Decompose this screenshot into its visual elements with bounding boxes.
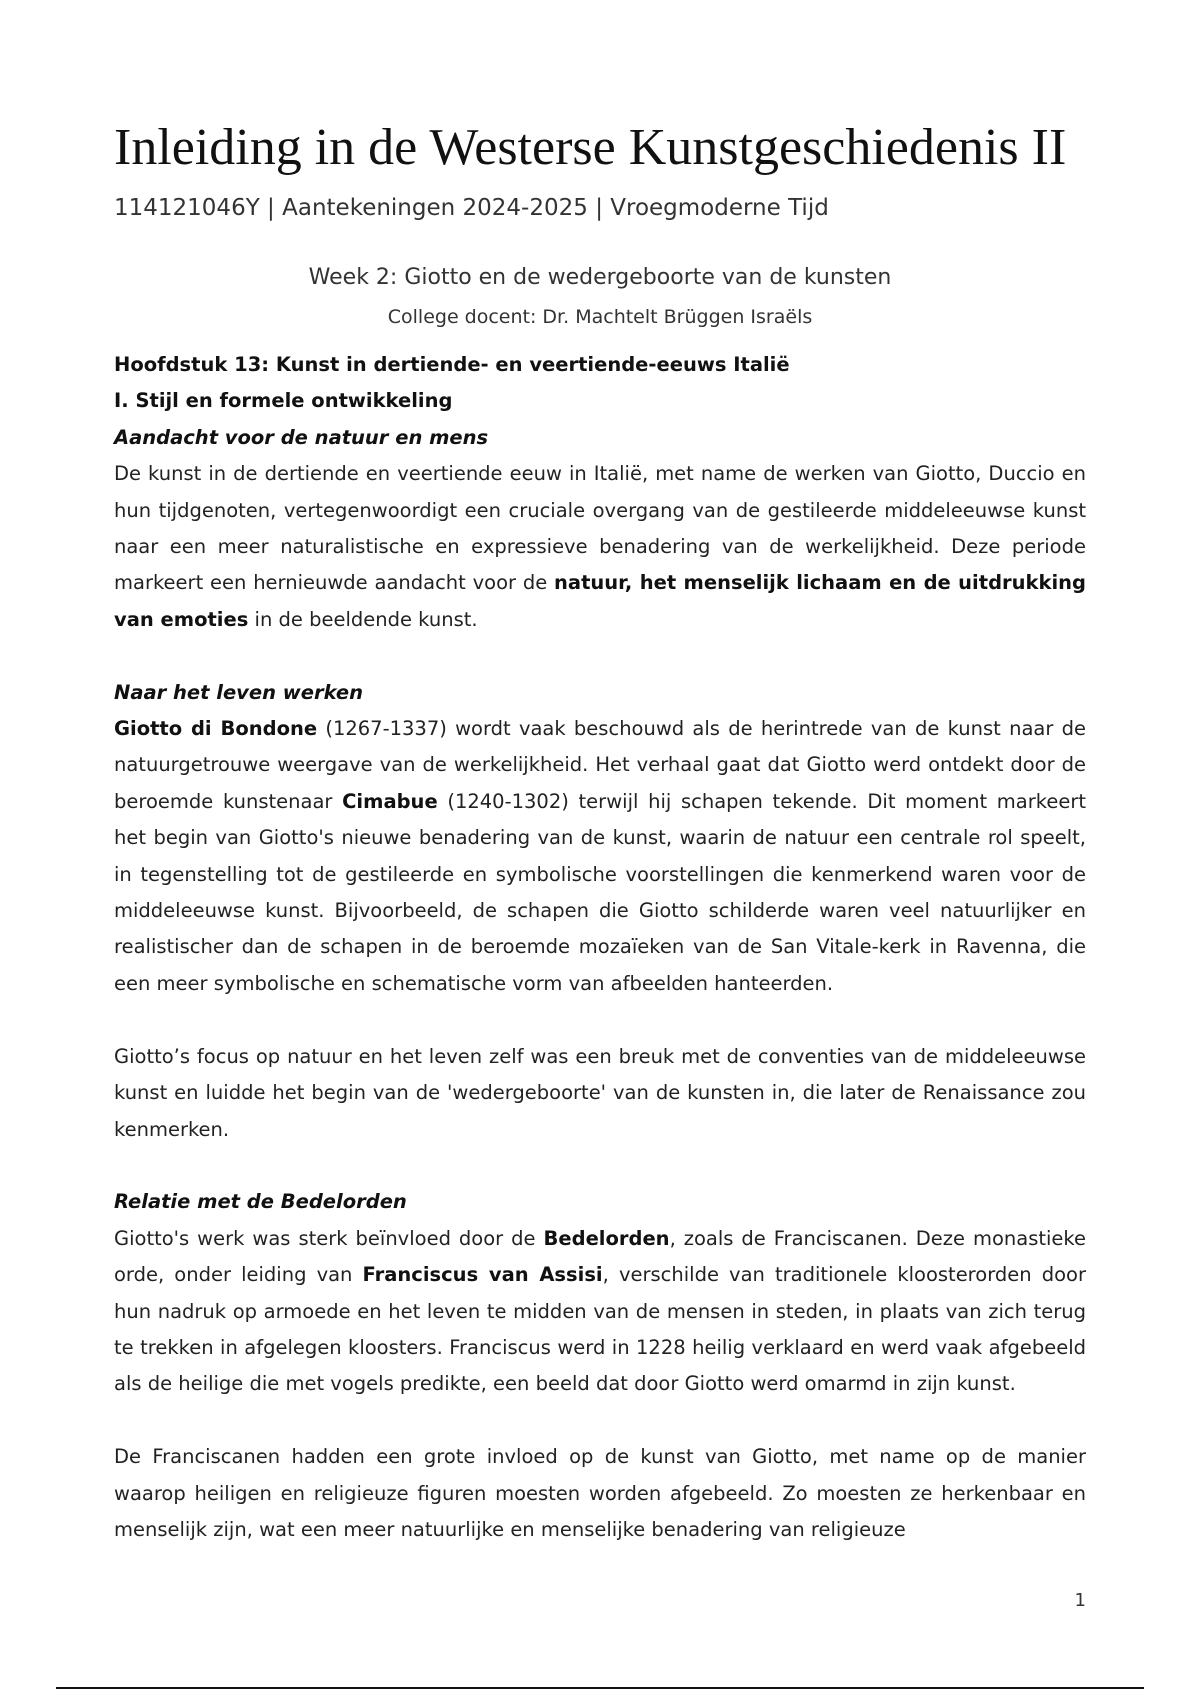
footer-divider bbox=[56, 1687, 1144, 1689]
subheading-life: Naar het leven werken bbox=[114, 680, 364, 704]
paragraph-nature: De kunst in de dertiende en veertiende eeuw in Italië, met name de werken van Giotto, Duccio en hun tijdgenoten, vertegenwoordigt een cruciale overgang van de gestileerde middeleeuwse kunst naar een meer naturalistische en expressieve benadering van de werkelijkheid. Deze periode markeert een hernieuwde aandacht voor de natuur, het menselijk lichaam en de uitdrukking van emoties in de beeldende kunst. bbox=[114, 462, 1086, 631]
paragraph-mendicant: Giotto's werk was sterk beïnvloed door de Bedelorden, zoals de Franciscanen. Deze monastieke orde, onder leiding van Franciscus van Assisi, verschilde van traditionele kloosterorden door hun nadruk op armoede en het leven te midden van de mensen in steden, in plaats van zich terug te trekken in afgelegen kloosters. Franciscus werd in 1228 heilig verklaard en werd vaak afgebeeld als de heilige die met vogels predikte, een beeld dat door Giotto werd omarmd in zijn kunst. bbox=[114, 1226, 1087, 1396]
week-title: Week 2: Giotto en de wedergeboorte van de kunsten bbox=[308, 265, 892, 290]
lecturer-line: College docent: Dr. Machtelt Brüggen Israëls bbox=[387, 306, 813, 328]
document-title: Inleiding in de Westerse Kunstgeschiedenis II bbox=[114, 119, 1067, 176]
subheading-mendicant: Relatie met de Bedelorden bbox=[114, 1190, 407, 1214]
subheading-nature: Aandacht voor de natuur en mens bbox=[114, 425, 489, 449]
paragraph-franciscans: De Franciscanen hadden een grote invloed op de kunst van Giotto, met name op de manier waarop heiligen en religieuze figuren moesten worden afgebeeld. Zo moesten ze herkenbaar en menselijk zijn, wat een meer natuurlijke en menselijke benadering van religieuze bbox=[114, 1445, 1086, 1541]
section-heading: I. Stijl en formele ontwikkeling bbox=[114, 389, 453, 413]
chapter-heading: Hoofdstuk 13: Kunst in dertiende- en veertiende-eeuws Italië bbox=[114, 353, 790, 376]
page-number: 1 bbox=[1074, 1590, 1086, 1611]
paragraph-giotto: Giotto di Bondone (1267-1337) wordt vaak beschouwd als de herintrede van de kunst naar de natuurgetrouwe weergave van de werkelijkheid. Het verhaal gaat dat Giotto werd ontdekt door de beroemde kunstenaar Cimabue (1240-1302) terwijl hij schapen tekende. Dit moment markeert het begin van Giotto's nieuwe benadering van de kunst, waarin de natuur een centrale rol speelt, in tegenstelling tot de gestileerde en symbolische voorstellingen die kenmerkend waren voor de middeleeuwse kunst. Bijvoorbeeld, de schapen die Giotto schilderde waren veel natuurlijker en realistischer dan de schapen in de beroemde mozaïeken van de San Vitale-kerk in Ravenna, die een meer symbolische en schematische vorm van afbeelden hanteerden. bbox=[114, 717, 1086, 995]
document-subtitle: 114121046Y | Aantekeningen 2024-2025 | Vroegmoderne Tijd bbox=[114, 195, 829, 221]
spacer bbox=[114, 1148, 1086, 1184]
document-body bbox=[114, 347, 1086, 1548]
spacer bbox=[114, 638, 1086, 674]
spacer bbox=[114, 1403, 1086, 1439]
paragraph-rebirth: Giotto’s focus op natuur en het leven zelf was een breuk met de conventies van de middeleeuwse kunst en luidde het begin van de 'wedergeboorte' van de kunsten in, die later de Renaissance zou kenmerken. bbox=[114, 1044, 1086, 1141]
spacer bbox=[114, 1002, 1086, 1038]
